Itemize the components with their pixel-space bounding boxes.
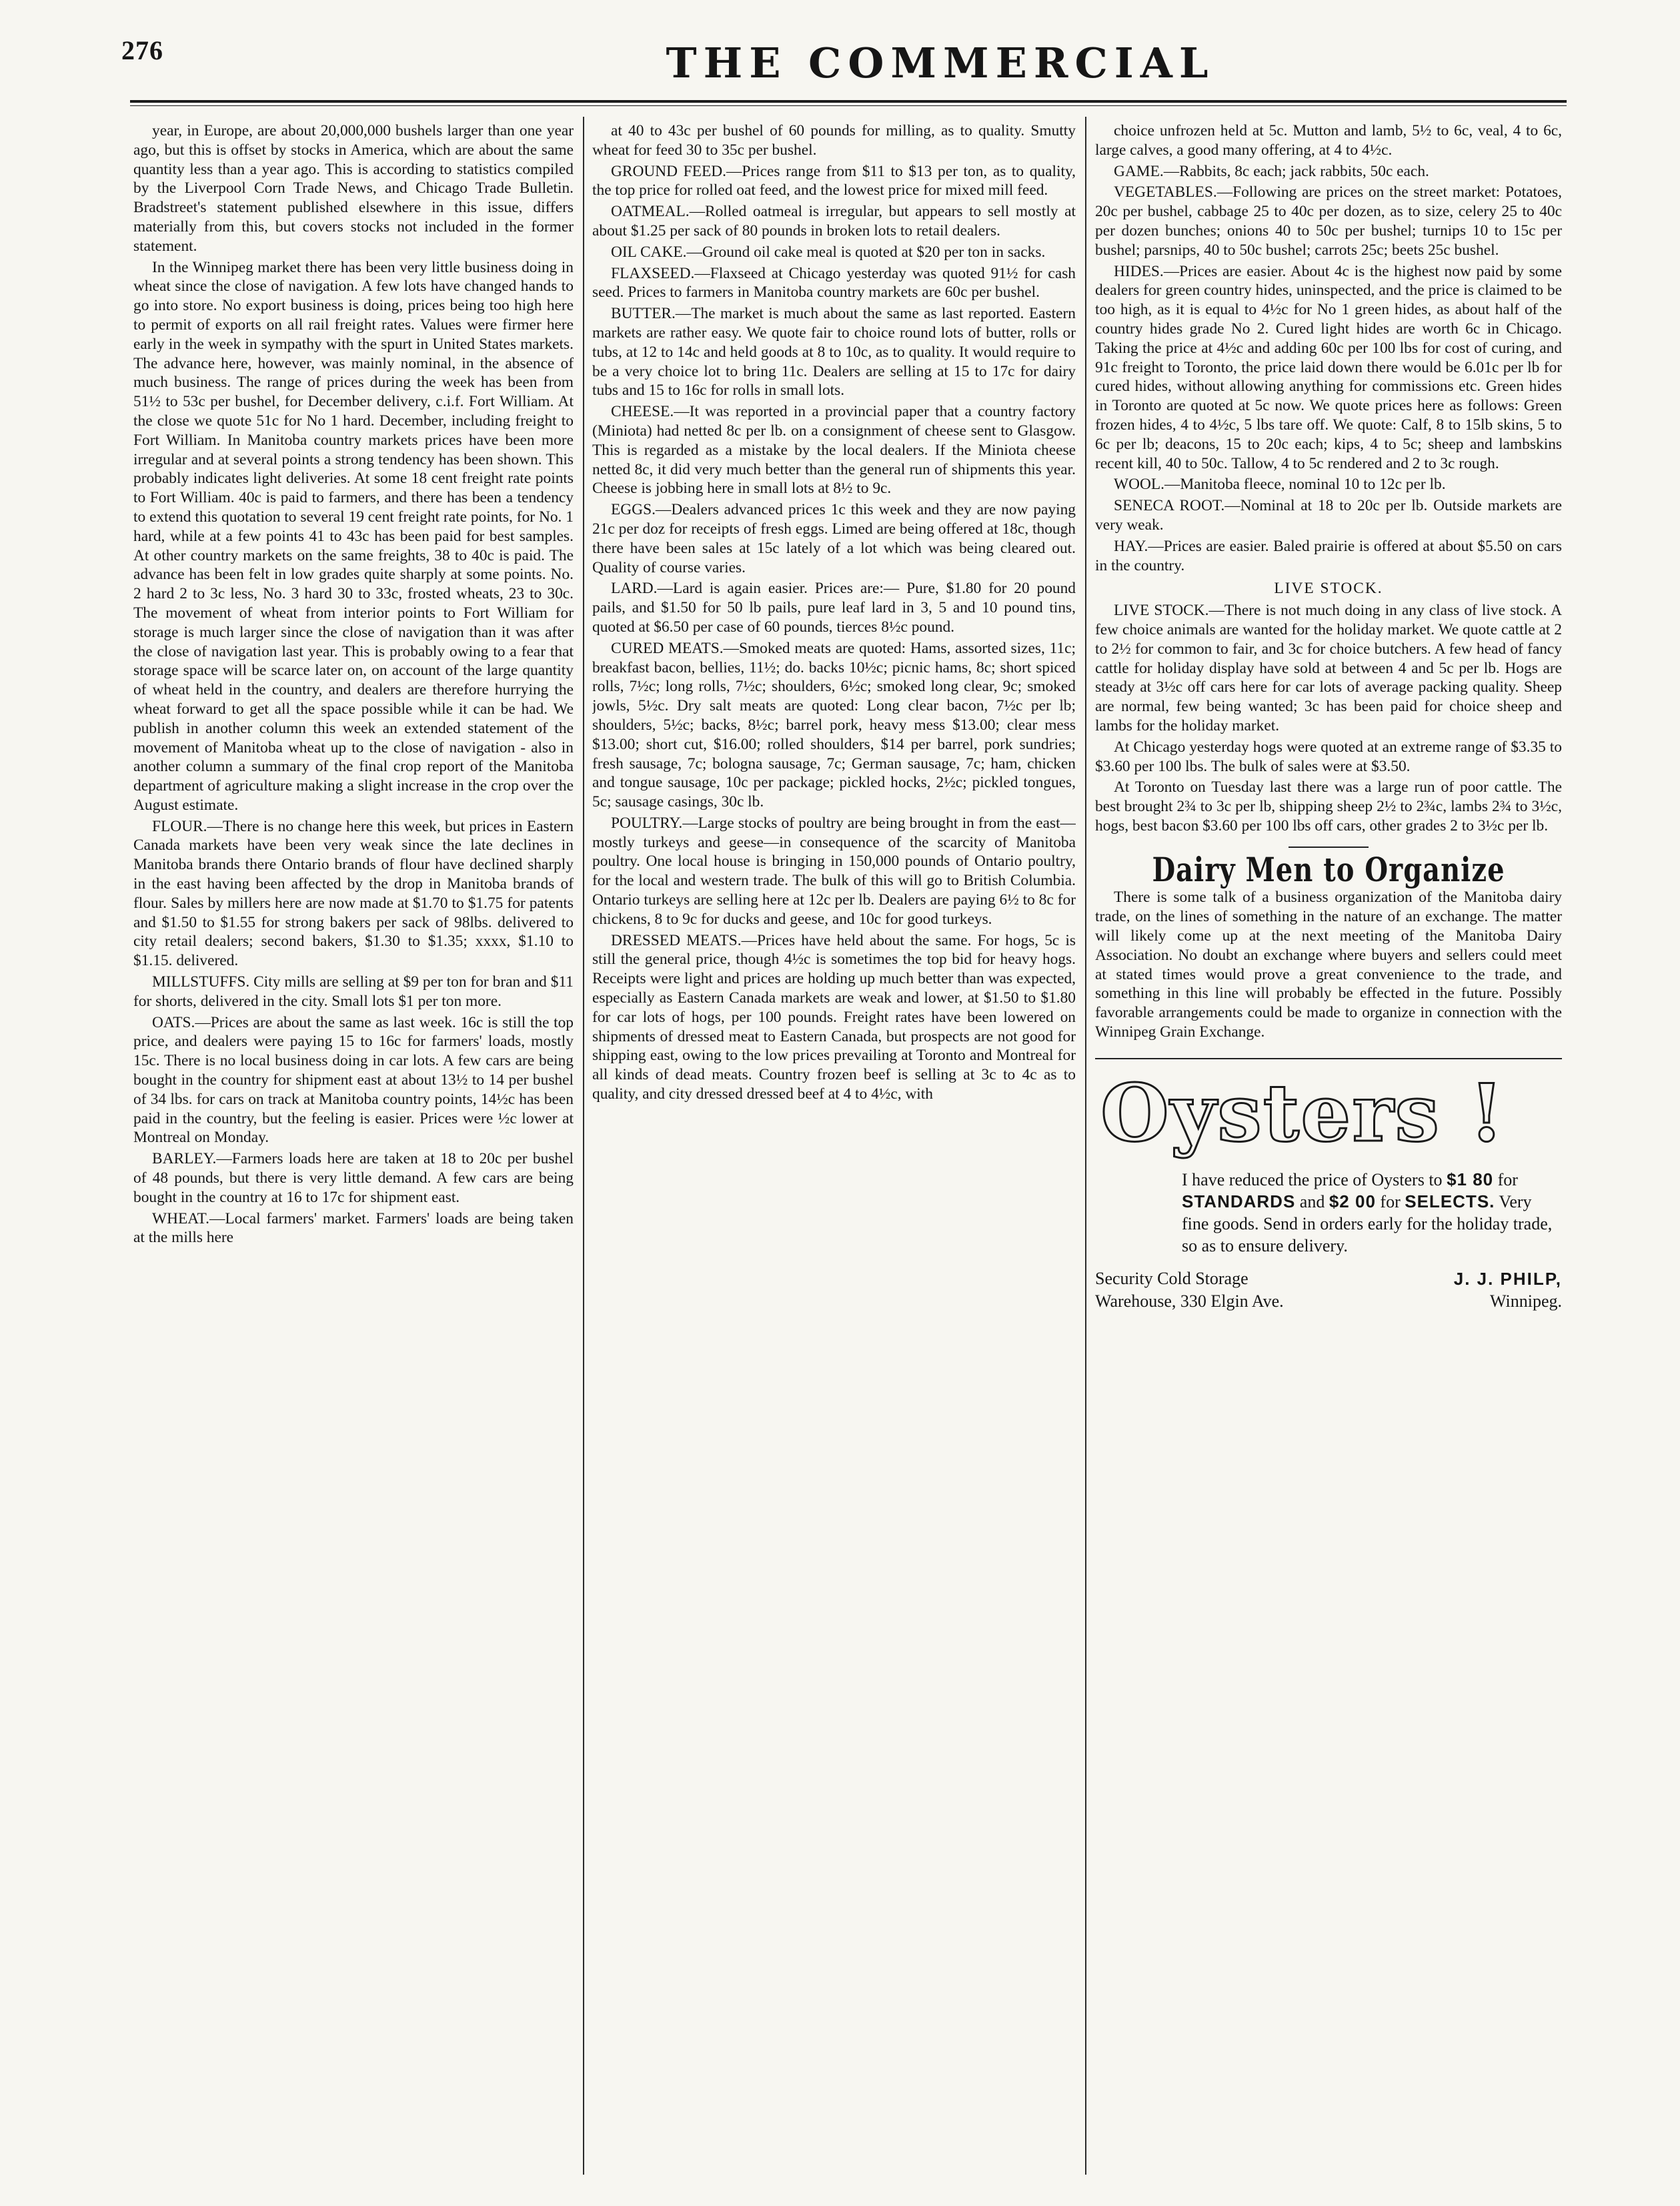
ad-price-standards: $1 80 (1447, 1169, 1494, 1189)
ad-headline: Oysters ! (1100, 1066, 1505, 1159)
paragraph: HAY.—Prices are easier. Baled prairie is offered at about $5.50 on cars in the country. (1095, 537, 1562, 574)
ad-grade-selects: SELECTS. (1405, 1191, 1495, 1211)
column-1 (133, 121, 574, 2163)
column-divider (583, 117, 584, 2175)
paragraph: GAME.—Rabbits, 8c each; jack rabbits, 50c each. (1114, 162, 1429, 180)
paragraph: MILLSTUFFS. City mills are selling at $9 per ton for bran and $11 for shorts, delivered in the city. Small lots $1 per ton more. (133, 973, 574, 1010)
paragraph: BUTTER.—The market is much about the same as last reported. Eastern markets are rather easy. We quote fair to choice round lots of butter, rolls or tubs, at 12 to 14c and held goods at 8 to 10c, as to quality. It would require to be a very choice lot to bring 11c. Dealers are selling at 15 to 17c for dairy tubs and 15 to 16c for rolls in small lots. (592, 305, 1076, 400)
paragraph: HIDES.—Prices are easier. About 4c is the highest now paid by some dealers for green country hides, uninspected, and the price is claimed to be too high, as it is equal to 4½c for No 1 green hides, as about half of the country hides grade No 2. Cured light hides are worth 6c in Chicago. Taking the price at 4½c and adding 60c per 100 lbs for cost of curing, and 91c freight to Toronto, the price laid down there would be 6.01c per lb for cured hides, without allowing anything for commissions etc. Green hides in Toronto are quoted at 5c now. We quote prices here as follows: Green frozen hides, 4 to 4½c, 5 lbs tare off. We quote: Calf, 8 to 15lb skins, 5 to 6c per lb; deacons, 15 to 20c each; kips, 4 to 5c; sheep and lambskins recent kill, 40 to 50c. Tallow, 4 to 5c rendered and 2 to 3c rough. (1095, 262, 1562, 472)
paragraph: WOOL.—Manitoba fleece, nominal 10 to 12c per lb. (1114, 476, 1446, 494)
ad-grade-standards: STANDARDS (1182, 1191, 1296, 1211)
ad-address: Warehouse, 330 Elgin Ave. (1095, 1291, 1284, 1311)
paragraph: EGGS.—Dealers advanced prices 1c this week and they are now paying 21c per doz for receipts of fresh eggs. Limed are being offered at 18c, though there have been sales at 15c lately of a lot which was being cleared out. Quality of course varies. (592, 501, 1076, 576)
column-divider (1085, 117, 1086, 2175)
paragraph: POULTRY.—Large stocks of poultry are being brought in from the east—mostly turkeys and geese—in consequence of the scarcity of Manitoba poultry. One local house is bringing in 150,000 pounds of Ontario poultry, for the local and western trade. The bulk of this will go to British Columbia. Ontario turkeys are selling here at 12c per lb. Dealers are paying 6½ to 8c for chickens, 8 to 9c for ducks and geese, and 10c for good turkeys. (592, 814, 1076, 928)
ad-address-row (1095, 1290, 1562, 1313)
paragraph: OIL CAKE.—Ground oil cake meal is quoted at $20 per ton in sacks. (611, 243, 1046, 261)
paragraph: CHEESE.—It was reported in a provincial paper that a country factory (Miniota) had netted 8c per lb. on a consignment of cheese sent to Glasgow. This is regarded as a mistake by the local dealers. If the Miniota cheese netted 8c, it did very much better than the general run of shipments this year. Cheese is jobbing here in small lots at 8½ to 9c. (592, 403, 1076, 498)
dairy-heading: Dairy Men to Organize (1152, 850, 1505, 890)
ad-rule (1095, 1058, 1562, 1059)
paragraph: FLAXSEED.—Flaxseed at Chicago yesterday was quoted 91½ for cash seed. Prices to farmers in Manitoba country markets are 60c per bushel. (592, 264, 1076, 302)
paragraph: CURED MEATS.—Smoked meats are quoted: Hams, assorted sizes, 11c; breakfast bacon, bellies, 11½; do. backs 10½c; picnic hams, 8c; short spiced rolls, 7½c; long rolls, 7½c; shoulders, 6½c; smoked long clear, 9c; smoked jowls, 5½c. Dry salt meats are quoted: Long clear bacon, 7½c per lb; shoulders, 5½c; backs, 8½c; barrel pork, heavy mess $13.00; clear mess $13.00; short cut, $16.00; rolled shoulders, $14 per barrel, pork sundries; fresh sausage, 7c; bologna sausage, 7c; German sausage, 7c; ham, chicken and tongue sausage, 10c per package; pickled hocks, 2½c; pickled tongues, 5c; sausage casings, 30c lb. (592, 639, 1076, 811)
ad-text: and (1295, 1191, 1329, 1211)
paragraph: VEGETABLES.—Following are prices on the street market: Potatoes, 20c per bushel, cabbage 25 to 40c per dozen, as to size, celery 25 to 40c per dozen bunches; onions 40 to 50c per bushel; turnips 10 to 15c per bushel; parsnips, 40 to 50c bushel; carrots 25c; beets 25c bushel. (1095, 183, 1562, 259)
column-2 (592, 121, 1076, 2163)
oysters-advertisement (1095, 1066, 1562, 1313)
live-stock-heading: LIVE STOCK. (1274, 580, 1383, 598)
paragraph: In the Winnipeg market there has been very little business doing in wheat since the close of navigation. A few lots have changed hands to go into store. No export business is doing, prices being too high here to permit of exports on all rail freight rates. Values were firmer here early in the week in sympathy with the spurt in United States markets. The advance here, however, was mainly nominal, in the absence of much business. The range of prices during the week has been from 51½ to 53c per bushel, for December delivery, c.i.f. Fort William. At the close we quote 51c for No 1 hard. December, including freight to Fort William. In Manitoba country markets prices have been more irregular and at several points a strong tendency has been shown. This probably indicates light deliveries. At some 18 cent freight rate points to Fort William. 40c is paid to farmers, and there has been a tendency to extend this quotation to several 19 cent freight rate points, for No. 1 hard, while at a few points 41 to 43c has been paid for best samples. At other country markets on the same freights, 38 to 40c is paid. The advance has been felt in low grades quite sharply at some points. No. 2 hard 2 to 3c less, No. 3 hard 30 to 33c, frosted wheats, 23 to 30c. The movement of wheat from interior points to Fort William for storage is much larger since the close of navigation than it was after the close of navigation last year. This is probably owing to a fear that storage space will be scarce later on, on account of the large quantity of wheat held in the country, and dealers are therefore hurrying the wheat forward to get all the space possible while it can be had. We publish in another column this week an extended statement of the movement of Manitoba wheat up to the close of navigation - also in another column a summary of the final crop report of the Manitoba department of agriculture making a slight increase in the crop over the August estimate. (133, 258, 574, 814)
ad-city: Winnipeg. (1490, 1291, 1562, 1311)
ad-storage: Security Cold Storage (1095, 1268, 1248, 1288)
paragraph: SENECA ROOT.—Nominal at 18 to 20c per lb. Outside markets are very weak. (1095, 497, 1562, 534)
section-separator (1289, 847, 1369, 848)
paragraph: choice unfrozen held at 5c. Mutton and lamb, 5½ to 6c, veal, 4 to 6c, large calves, a good many offering, at 4 to 4½c. (1095, 122, 1562, 159)
paragraph: BARLEY.—Farmers loads here are taken at 18 to 20c per bushel of 48 pounds, but there is very little demand. A few cars are being bought in the country at 16 to 17c for shipment east. (133, 1150, 574, 1206)
paragraph: FLOUR.—There is no change here this week, but prices in Eastern Canada markets have been very weak since the late declines in Manitoba brands there Ontario brands of flour have declined sharply in the east having been affected by the drop in Manitoba brands of flour. Sales by millers here are now made at $1.70 to $1.75 for patents and $1.50 to $1.55 for strong bakers per sack of 98lbs. delivered to city retail dealers; second bakers, $1.30 to $1.35; xxxx, $1.10 to $1.15. delivered. (133, 817, 574, 970)
dairy-paragraph: There is some talk of a business organization of the Manitoba dairy trade, on the lines of something in the nature of an exchange. The matter will likely come up at the next meeting of the Manitoba Dairy Association. No doubt an exchange where buyers and sellers could meet at stated times would prove a great convenience to the trade, and something in this line will probably be effected in the future. Possibly favorable arrangements could be made to organize in connection with the Winnipeg Grain Exchange. (1095, 889, 1562, 1041)
paragraph: at 40 to 43c per bushel of 60 pounds for milling, as to quality. Smutty wheat for feed 30 to 35c per bushel. (592, 122, 1076, 159)
paragraph: DRESSED MEATS.—Prices have held about the same. For hogs, 5c is still the general price, though 4½c is sometimes the top bid for heavy hogs. Receipts were light and prices are holding up much better than was expected, especially as Eastern Canada markets are weak and lower, at $1.50 to $1.80 for car lots of hogs, per 100 pounds. Freight rates have been lowered on shipments of dressed meat to Eastern Canada, but prospects are not good for shipping east, owing to the low prices prevailing at Toronto and Montreal for all kinds of dead meats. Country frozen beef is selling at 3c to 4c as to quality, and city dressed dressed beef at 4 to 4½c, with (592, 931, 1076, 1103)
paragraph: At Toronto on Tuesday last there was a large run of poor cattle. The best brought 2¾ to 3c per lb, shipping sheep 2½ to 2¾c, lambs 2¾ to 3½c, hogs, best bacon $3.60 per 100 lbs off cars, other grades 2 to 3½c per lb. (1095, 778, 1562, 835)
paragraph: OATMEAL.—Rolled oatmeal is irregular, but appears to sell mostly at about $1.25 per sack of 80 pounds in broken lots to retail dealers. (592, 203, 1076, 239)
masthead: THE COMMERCIAL (666, 39, 1215, 87)
paragraph: OATS.—Prices are about the same as last week. 16c is still the top price, and dealers were paying 15 to 16c for farmers' loads, mostly 15c. There is no local business doing in car lots. A few cars are being bought in the country for shipment east at about 13½ to 14 per bushel of 34 lbs. for cars on track at Manitoba country points, 14½c has been paid in the country, but the feeling is easier. Prices were ½c lower at Montreal on Monday. (133, 1013, 574, 1147)
page-number: 276 (121, 35, 163, 65)
paragraph: GROUND FEED.—Prices range from $11 to $13 per ton, as to quality, the top price for rolled oat feed, and the lowest price for mixed mill feed. (592, 162, 1076, 199)
ad-signature-row (1095, 1267, 1562, 1290)
column-3 (1095, 121, 1562, 2163)
ad-text: for (1375, 1191, 1405, 1211)
paragraph: WHEAT.—Local farmers' market. Farmers' loads are being taken at the mills here (133, 1209, 574, 1247)
paragraph: year, in Europe, are about 20,000,000 bushels larger than one year ago, but this is offset by stocks in America, which are about the same quantity less than a year ago. This is according to statistics compiled by the Liverpool Corn Trade News, and Chicago Trade Bulletin. Bradstreet's statement published elsewhere in this issue, differs materially from this, but covers stocks not included in the former statement. (133, 122, 574, 255)
header-rule (130, 100, 1567, 106)
ad-price-selects: $2 00 (1329, 1191, 1376, 1211)
paragraph: LIVE STOCK.—There is not much doing in any class of live stock. A few choice animals are wanted for the holiday market. We quote cattle at 2 to 2½ for common to fair, and 3c for choice butchers. A few head of fancy cattle for holiday display have sold at between 4 and 5c per lb. Hogs are steady at 3½c off cars here for car lots of average packing quality. Sheep are normal, few being wanted; 3c has been paid for choice sheep and lambs for the holiday market. (1095, 602, 1562, 734)
paragraph: At Chicago yesterday hogs were quoted at an extreme range of $3.35 to $3.60 per 100 lbs. The bulk of sales were at $3.50. (1095, 738, 1562, 775)
paragraph: LARD.—Lard is again easier. Prices are:— Pure, $1.80 for 20 pound pails, and $1.50 for 50 lb pails, pure leaf lard in 3, 5 and 10 pound tins, quoted at $6.50 per case of 60 pounds, tierces 8½c pound. (592, 580, 1076, 636)
ad-text: Very fine goods. Send in orders early for the holiday trade, so as to ensure delivery. (1182, 1191, 1553, 1255)
ad-body (1182, 1169, 1562, 1257)
ad-text: I have reduced the price of Oysters to (1182, 1169, 1447, 1189)
ad-text: for (1493, 1169, 1518, 1189)
ad-merchant-name: J. J. PHILP, (1453, 1268, 1562, 1289)
